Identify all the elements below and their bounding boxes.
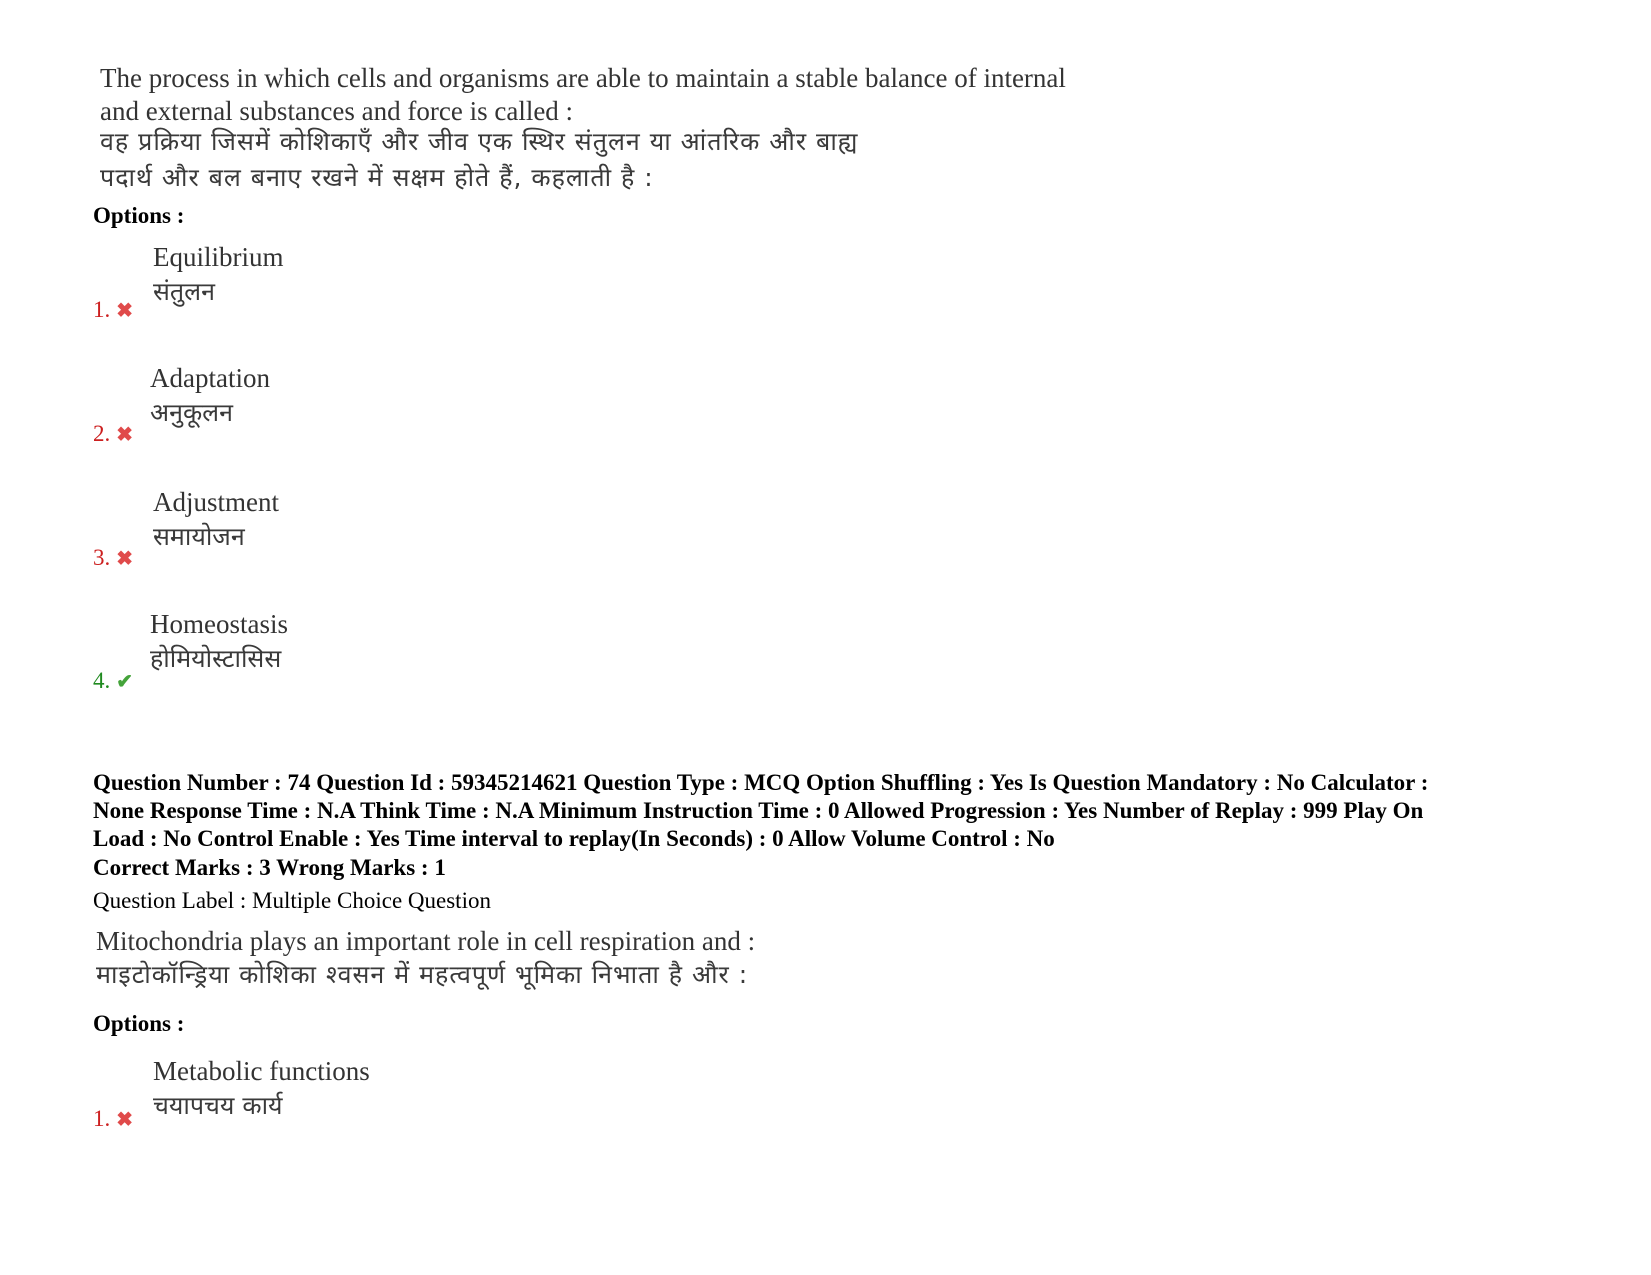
option-number-row <box>93 668 133 694</box>
option-text-en: Adjustment <box>153 487 279 517</box>
question-text-hi: माइटोकॉन्ड्रिया कोशिका श्वसन में महत्वपूर्ण भूमिका निभाता है और : <box>96 960 749 989</box>
option-number: 1. <box>93 1106 111 1131</box>
option-text-hi: चयापचय कार्य <box>153 1091 283 1120</box>
option-text-hi: संतुलन <box>153 277 215 306</box>
option-number: 4. <box>93 668 111 693</box>
marks-info: Correct Marks : 3 Wrong Marks : 1 <box>93 855 446 880</box>
wrong-mark-icon: ✖ <box>116 424 134 446</box>
question-meta-line: None Response Time : N.A Think Time : N.A Minimum Instruction Time : 0 Allowed Progression : Yes Number of Replay : 999 Play On <box>93 798 1424 823</box>
option-number-row <box>93 421 133 447</box>
question-meta-line: Question Number : 74 Question Id : 59345214621 Question Type : MCQ Option Shuffling : Yes Is Question Mandatory : No Calculator : <box>93 770 1429 795</box>
wrong-mark-icon: ✖ <box>116 300 134 322</box>
options-label: Options : <box>93 203 185 228</box>
question-meta <box>93 769 1573 853</box>
option-text-hi: समायोजन <box>153 522 245 551</box>
option-number-row <box>93 297 133 323</box>
option-text-en: Equilibrium <box>153 242 284 272</box>
option-content <box>153 240 284 310</box>
question-text-hi-line: वह प्रक्रिया जिसमें कोशिकाएँ और जीव एक स्थिर संतुलन या आंतरिक और बाह्य <box>100 127 859 156</box>
option-text-en: Metabolic functions <box>153 1056 370 1086</box>
option-text-hi: होमियोस्टासिस <box>150 644 282 673</box>
option-content <box>153 1054 370 1124</box>
option-text-en: Homeostasis <box>150 609 288 639</box>
option-number: 3. <box>93 545 111 570</box>
check-mark-icon: ✔ <box>116 671 134 693</box>
question-text-hi-line: पदार्थ और बल बनाए रखने में सक्षम होते हैं, कहलाती है : <box>100 163 654 192</box>
wrong-mark-icon: ✖ <box>116 1109 134 1131</box>
wrong-mark-icon: ✖ <box>116 548 134 570</box>
question-text-en-line: and external substances and force is called : <box>100 96 574 126</box>
option-number-row <box>93 545 133 571</box>
question-label: Question Label : Multiple Choice Question <box>93 888 491 913</box>
option-number: 1. <box>93 297 111 322</box>
question-text-en <box>100 62 1066 128</box>
option-content <box>153 485 279 555</box>
option-text-hi: अनुकूलन <box>150 398 234 427</box>
question-meta-line: Load : No Control Enable : Yes Time interval to replay(In Seconds) : 0 Allow Volume Control : No <box>93 826 1055 851</box>
question-text-hi <box>100 124 858 196</box>
option-content <box>150 607 288 677</box>
question-text-en-line: The process in which cells and organisms are able to maintain a stable balance of internal <box>100 63 1066 93</box>
option-content <box>150 361 270 431</box>
question-text-en: Mitochondria plays an important role in cell respiration and : <box>96 926 756 956</box>
option-number-row <box>93 1106 133 1132</box>
option-text-en: Adaptation <box>150 363 270 393</box>
options-label: Options : <box>93 1011 185 1036</box>
option-number: 2. <box>93 421 111 446</box>
